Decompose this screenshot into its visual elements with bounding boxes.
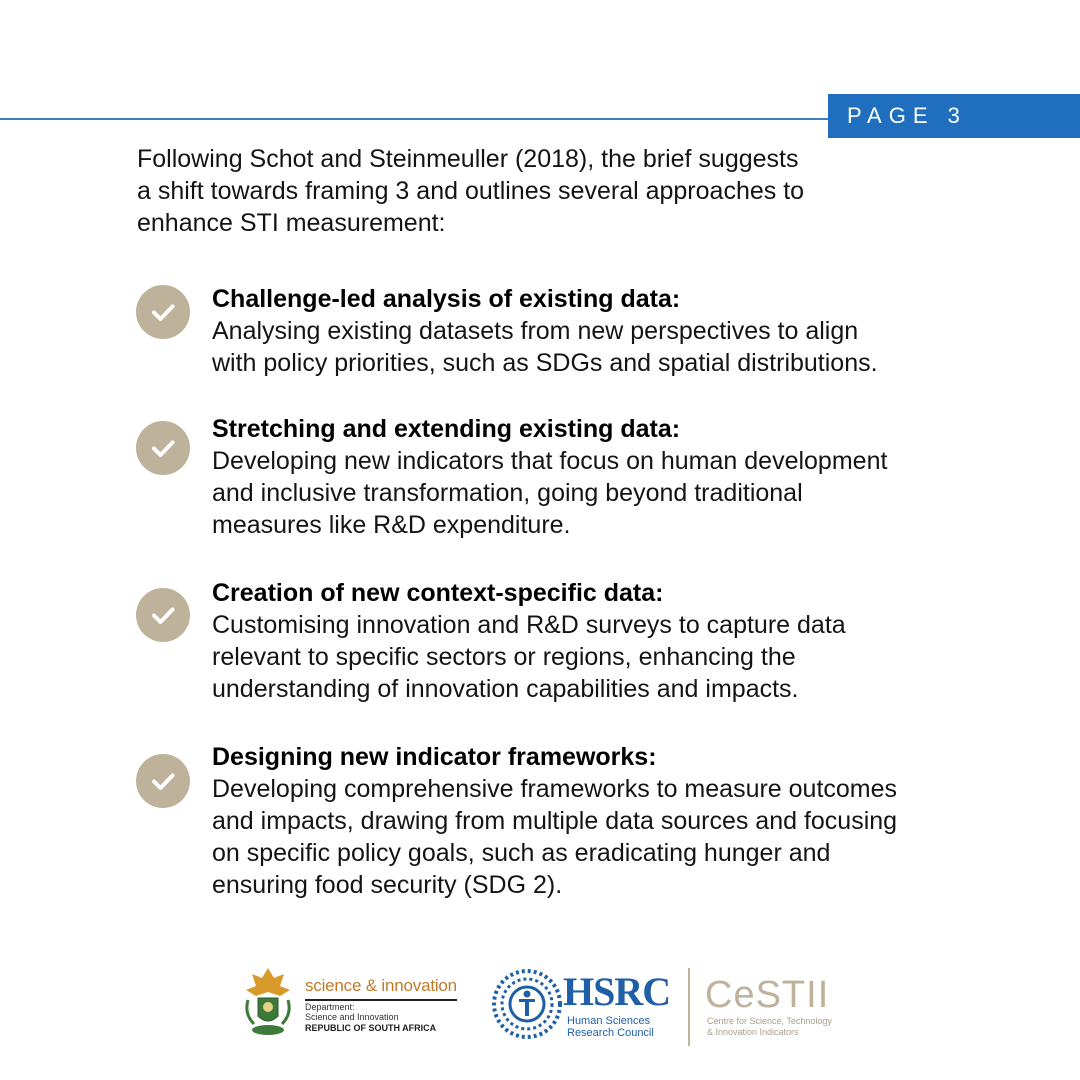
item-desc-line: and impacts, drawing from multiple data sources and focusing <box>212 807 898 835</box>
hsrc-full-name <box>567 1015 654 1039</box>
item-text <box>212 283 1032 379</box>
dsi-country: REPUBLIC OF SOUTH AFRICA <box>305 1023 437 1033</box>
cestii-line: Centre for Science, Technology <box>707 1016 832 1026</box>
check-icon <box>136 754 190 808</box>
hsrc-line: Research Council <box>567 1027 654 1039</box>
footer-logos <box>0 962 1080 1062</box>
page-number-tab: PAGE 3 <box>828 94 1080 138</box>
check-icon <box>136 285 190 339</box>
intro-line: enhance STI measurement: <box>137 209 446 237</box>
check-icon <box>136 421 190 475</box>
item-text <box>212 741 1032 901</box>
dsi-department <box>305 1002 399 1022</box>
item-title: Stretching and extending existing data: <box>212 415 681 443</box>
dsi-name: science & innovation <box>305 976 457 995</box>
divider <box>305 999 457 1001</box>
hsrc-acronym: HSRC <box>563 969 671 1014</box>
cestii-acronym: CeSTII <box>705 974 830 1016</box>
item-title: Designing new indicator frameworks: <box>212 743 657 771</box>
item-desc-line: relevant to specific sectors or regions, enhancing the <box>212 643 796 671</box>
item-text <box>212 577 1032 705</box>
item-desc-line: ensuring food security (SDG 2). <box>212 871 563 899</box>
item-title: Challenge-led analysis of existing data: <box>212 285 681 313</box>
item-desc-line: Developing comprehensive frameworks to measure outcomes <box>212 775 898 803</box>
item-desc-line: with policy priorities, such as SDGs and spatial distributions. <box>212 349 878 377</box>
header-rule <box>0 118 828 120</box>
hsrc-logo-icon <box>491 968 563 1040</box>
check-icon <box>136 588 190 642</box>
cestii-line: & Innovation Indicators <box>707 1027 799 1037</box>
dsi-dept-line: Science and Innovation <box>305 1012 399 1022</box>
item-desc-line: understanding of innovation capabilities and impacts. <box>212 675 799 703</box>
cestii-full-name <box>707 1016 832 1038</box>
intro-line: a shift towards framing 3 and outlines several approaches to <box>137 177 805 205</box>
item-desc-line: Customising innovation and R&D surveys to capture data <box>212 611 846 639</box>
hsrc-line: Human Sciences <box>567 1015 651 1027</box>
intro-paragraph <box>137 143 957 239</box>
item-desc-line: on specific policy goals, such as eradicating hunger and <box>212 839 831 867</box>
dsi-dept-line: Department: <box>305 1002 355 1012</box>
intro-line: Following Schot and Steinmeuller (2018), the brief suggests <box>137 145 799 173</box>
item-text <box>212 413 1032 541</box>
item-desc-line: Analysing existing datasets from new perspectives to align <box>212 317 859 345</box>
item-desc-line: and inclusive transformation, going beyond traditional <box>212 479 803 507</box>
item-desc-line: measures like R&D expenditure. <box>212 511 571 539</box>
item-desc-line: Developing new indicators that focus on human development <box>212 447 888 475</box>
coat-of-arms-icon <box>240 964 296 1038</box>
divider <box>688 968 690 1046</box>
item-title: Creation of new context-specific data: <box>212 579 664 607</box>
